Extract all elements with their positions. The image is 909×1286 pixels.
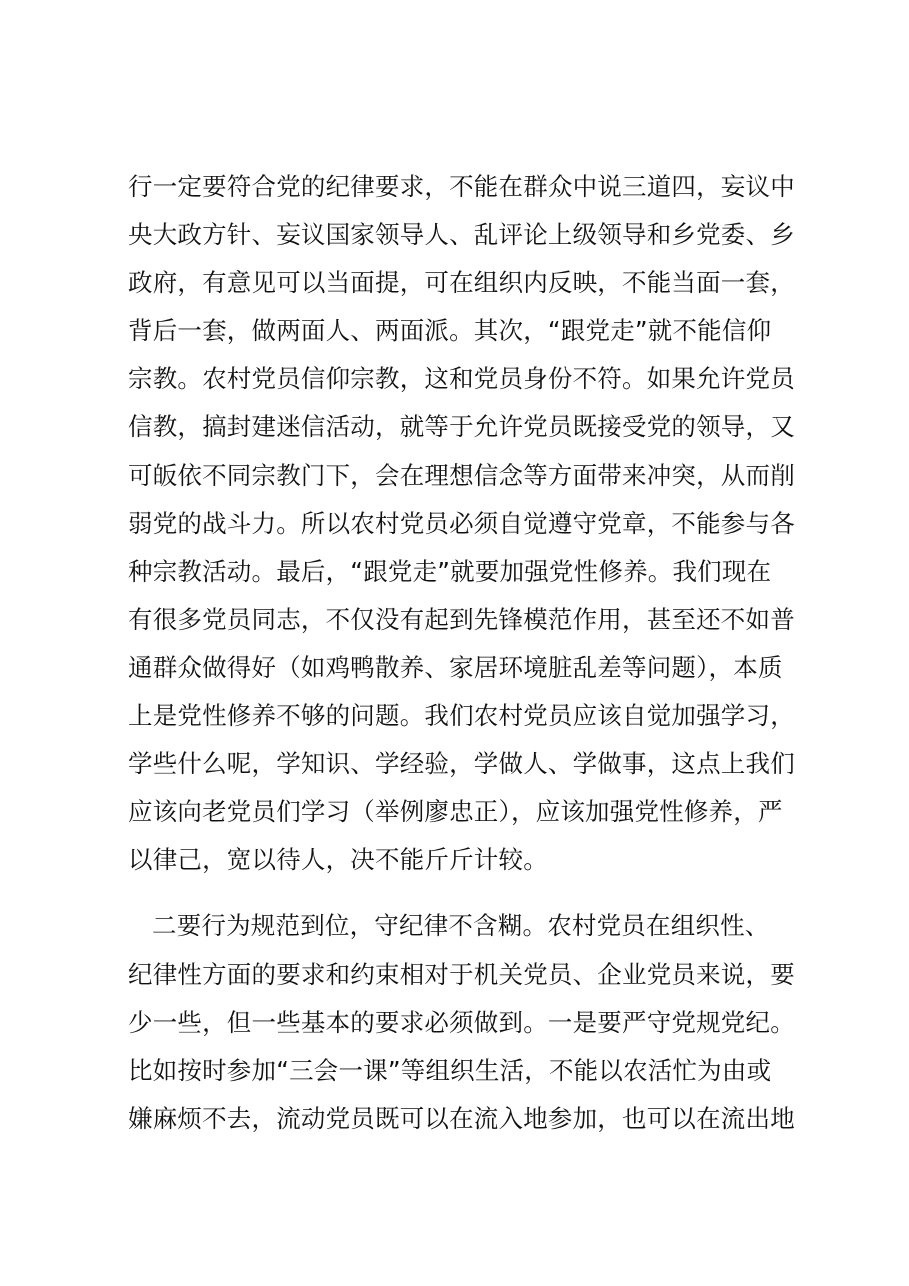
- text-line: 应该向老党员们学习（举例廖忠正），应该加强党性修养，严: [128, 797, 783, 827]
- text-line: 宗教。农村党员信仰宗教，这和党员身份不符。如果允许党员: [128, 364, 795, 394]
- text-line: 以律己，宽以待人，决不能斤斤计较。: [128, 845, 548, 875]
- text-line: 二要行为规范到位，守纪律不含糊。农村党员在组织性、: [152, 911, 770, 941]
- text-line: 纪律性方面的要求和约束相对于机关党员、企业党员来说，要: [128, 959, 795, 989]
- paragraph-2: [128, 902, 798, 1142]
- text-line: 弱党的战斗力。所以农村党员必须自觉遵守党章，不能参与各: [128, 508, 795, 538]
- text-line: 少一些，但一些基本的要求必须做到。一是要严守党规党纪。: [128, 1007, 795, 1037]
- text-line: 嫌麻烦不去，流动党员既可以在流入地参加，也可以在流出地: [128, 1103, 795, 1133]
- text-line: 行一定要符合党的纪律要求，不能在群众中说三道四，妄议中: [128, 172, 795, 201]
- text-line: 背后一套，做两面人、两面派。其次，“跟党走”就不能信仰: [128, 316, 772, 346]
- text-line: 上是党性修养不够的问题。我们农村党员应该自觉加强学习，: [128, 701, 795, 731]
- text-line: 信教，搞封建迷信活动，就等于允许党员既接受党的领导，又: [128, 412, 795, 442]
- document-body: [128, 163, 798, 1143]
- text-line: 比如按时参加“三会一课”等组织生活，不能以农活忙为由或: [128, 1055, 772, 1085]
- text-line: 种宗教活动。最后，“跟党走”就要加强党性修养。我们现在: [128, 556, 772, 586]
- text-line: 央大政方针、妄议国家领导人、乱评论上级领导和乡党委、乡: [128, 220, 795, 250]
- text-line: 政府，有意见可以当面提，可在组织内反映，不能当面一套，: [128, 268, 795, 298]
- paragraph-1: [128, 163, 798, 884]
- text-line: 通群众做得好（如鸡鸭散养、家居环境脏乱差等问题），本质: [128, 652, 783, 682]
- text-line: 学些什么呢，学知识、学经验，学做人、学做事，这点上我们: [128, 749, 795, 779]
- paragraph-spacer: [128, 884, 798, 902]
- text-line: 可皈依不同宗教门下，会在理想信念等方面带来冲突，从而削: [128, 460, 795, 490]
- text-line: 有很多党员同志，不仅没有起到先锋模范作用，甚至还不如普: [128, 604, 795, 634]
